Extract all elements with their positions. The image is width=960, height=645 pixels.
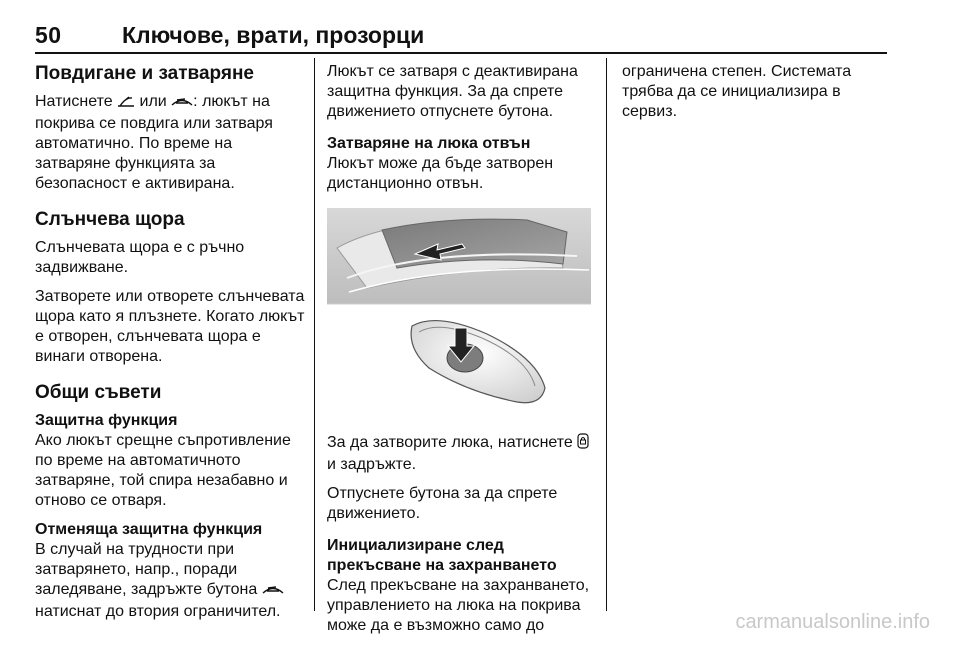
text: натиснат до втория ограничител. bbox=[35, 603, 281, 620]
paragraph: Отпуснете бутона за да спрете движението. bbox=[327, 485, 558, 522]
paragraph: Ако люкът срещне съпротивление по време на автоматичното затваряне, той спира незабавно и отново се отваря. bbox=[35, 432, 291, 509]
section-heading: Слънчева щора bbox=[35, 209, 185, 230]
paragraph: ограничена степен. Системата трябва да се инициализира в сервиз. bbox=[622, 63, 852, 120]
column-divider bbox=[606, 58, 607, 611]
section-heading: Повдигане и затваряне bbox=[35, 63, 254, 84]
paragraph: След прекъсване на захранването, управлението на люка на покрива може да е възможно само до bbox=[327, 577, 590, 634]
sunroof-slide-icon bbox=[262, 582, 284, 602]
column-1 bbox=[35, 62, 307, 631]
subsection-heading: Защитна функция bbox=[35, 412, 178, 429]
page-header bbox=[35, 22, 887, 54]
paragraph: Затворете или отворете слънчевата щора като я плъзнете. Когато люкът е отворен, слънчевата щора е винаги отворена. bbox=[35, 288, 305, 365]
text: За да затворите люка, натиснете bbox=[327, 434, 578, 451]
illustration bbox=[327, 208, 591, 423]
text: В случай на трудности при затварянето, напр., поради заледяване, задръжте бутона bbox=[35, 541, 262, 598]
key-fob-image bbox=[411, 321, 545, 403]
text: или bbox=[135, 93, 172, 110]
watermark: carmanualsonline.info bbox=[735, 611, 930, 633]
paragraph: Слънчевата щора е с ръчно задвижване. bbox=[35, 239, 245, 276]
text: : люкът на покрива се повдига или затваря автоматично. По време на затваряне функцията за безопасност е активирана. bbox=[35, 93, 273, 192]
paragraph bbox=[327, 433, 599, 475]
text: и задръжте. bbox=[327, 456, 417, 473]
column-divider bbox=[314, 58, 315, 611]
column-3 bbox=[622, 62, 894, 131]
subsection-heading: Отменяща защитна функция bbox=[35, 521, 263, 538]
page-number: 50 bbox=[35, 22, 62, 48]
paragraph bbox=[35, 92, 307, 194]
column-2 bbox=[327, 62, 599, 645]
section-heading: Общи съвети bbox=[35, 382, 162, 403]
text: Натиснете bbox=[35, 93, 118, 110]
subsection-heading: Инициализиране след прекъсване на захранването bbox=[327, 537, 557, 574]
paragraph: Люкът може да бъде затворен дистанционно отвън. bbox=[327, 155, 554, 192]
subsection-heading: Затваряне на люка отвън bbox=[327, 135, 531, 152]
sunroof-tilt-icon bbox=[117, 94, 135, 114]
chapter-title: Ключове, врати, прозорци bbox=[122, 22, 425, 48]
paragraph bbox=[35, 540, 307, 622]
sunroof-and-key-illustration bbox=[327, 208, 591, 423]
sunroof-slide-icon bbox=[171, 94, 193, 114]
key-lock-button-icon bbox=[577, 433, 589, 455]
paragraph: Люкът се затваря с деактивирана защитна функция. За да спрете движението отпуснете бутона. bbox=[327, 63, 578, 120]
